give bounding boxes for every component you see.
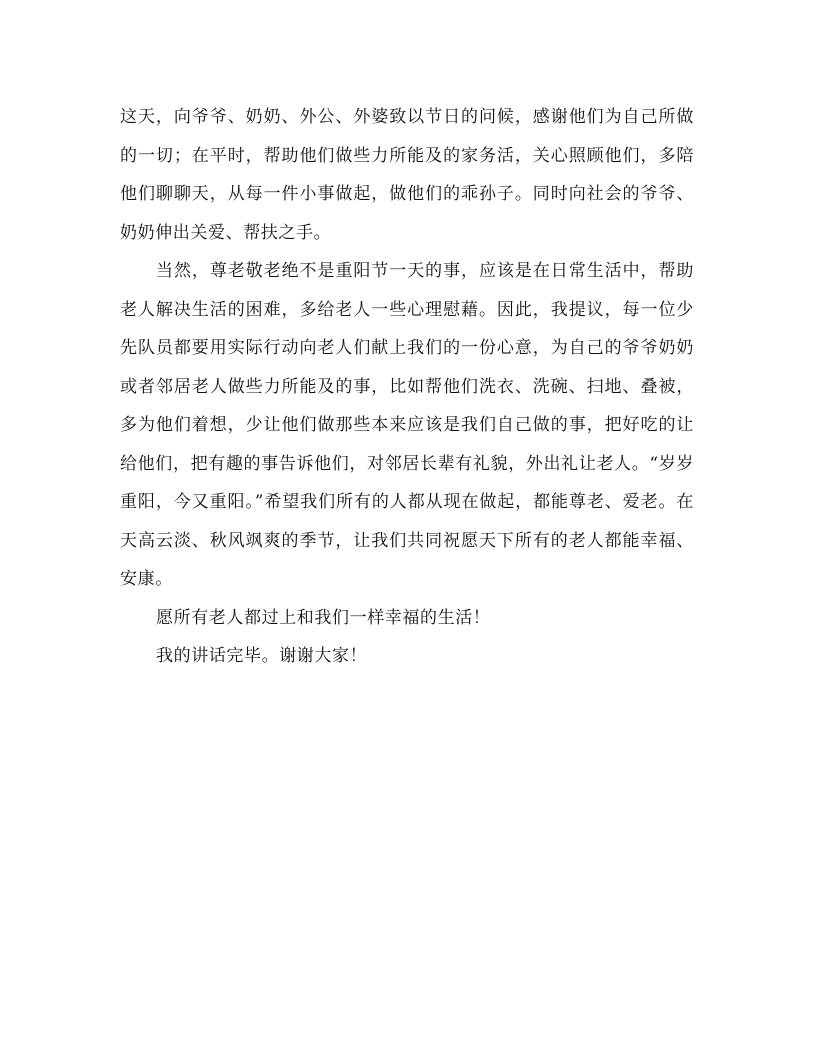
paragraph-2: 当然，尊老敬老绝不是重阳节一天的事，应该是在日常生活中，帮助老人解决生活的困难，多给老人一些心理慰藉。因此，我提议，每一位少先队员都要用实际行动向老人们献上我们的一份心意，为自己的爷爷奶奶或者邻居老人做些力所能及的事，比如帮他们洗衣、洗碗、扫地、叠被，多为他们着想，少让他们做那些本来应该是我们自己做的事，把好吃的让给他们，把有趣的事告诉他们，对邻居长辈有礼貌，外出礼让老人。“岁岁重阳，今又重阳。”希望我们所有的人都从现在做起，都能尊老、爱老。在天高云淡、秋风飒爽的季节，让我们共同祝愿天下所有的老人都能幸福、安康。 [120,261,694,589]
paragraph-4: 我的讲话完毕。谢谢大家！ [156,646,368,666]
document-page [120,98,694,676]
paragraph-3: 愿所有老人都过上和我们一样幸福的生活！ [156,607,491,628]
paragraph-1: 这天，向爷爷、奶奶、外公、外婆致以节日的问候，感谢他们为自己所做的一切；在平时，帮助他们做些力所能及的家务活，关心照顾他们，多陪他们聊聊天，从每一件小事做起，做他们的乖孙子。同时向社会的爷爷、奶奶伸出关爱、帮扶之手。 [120,107,694,243]
